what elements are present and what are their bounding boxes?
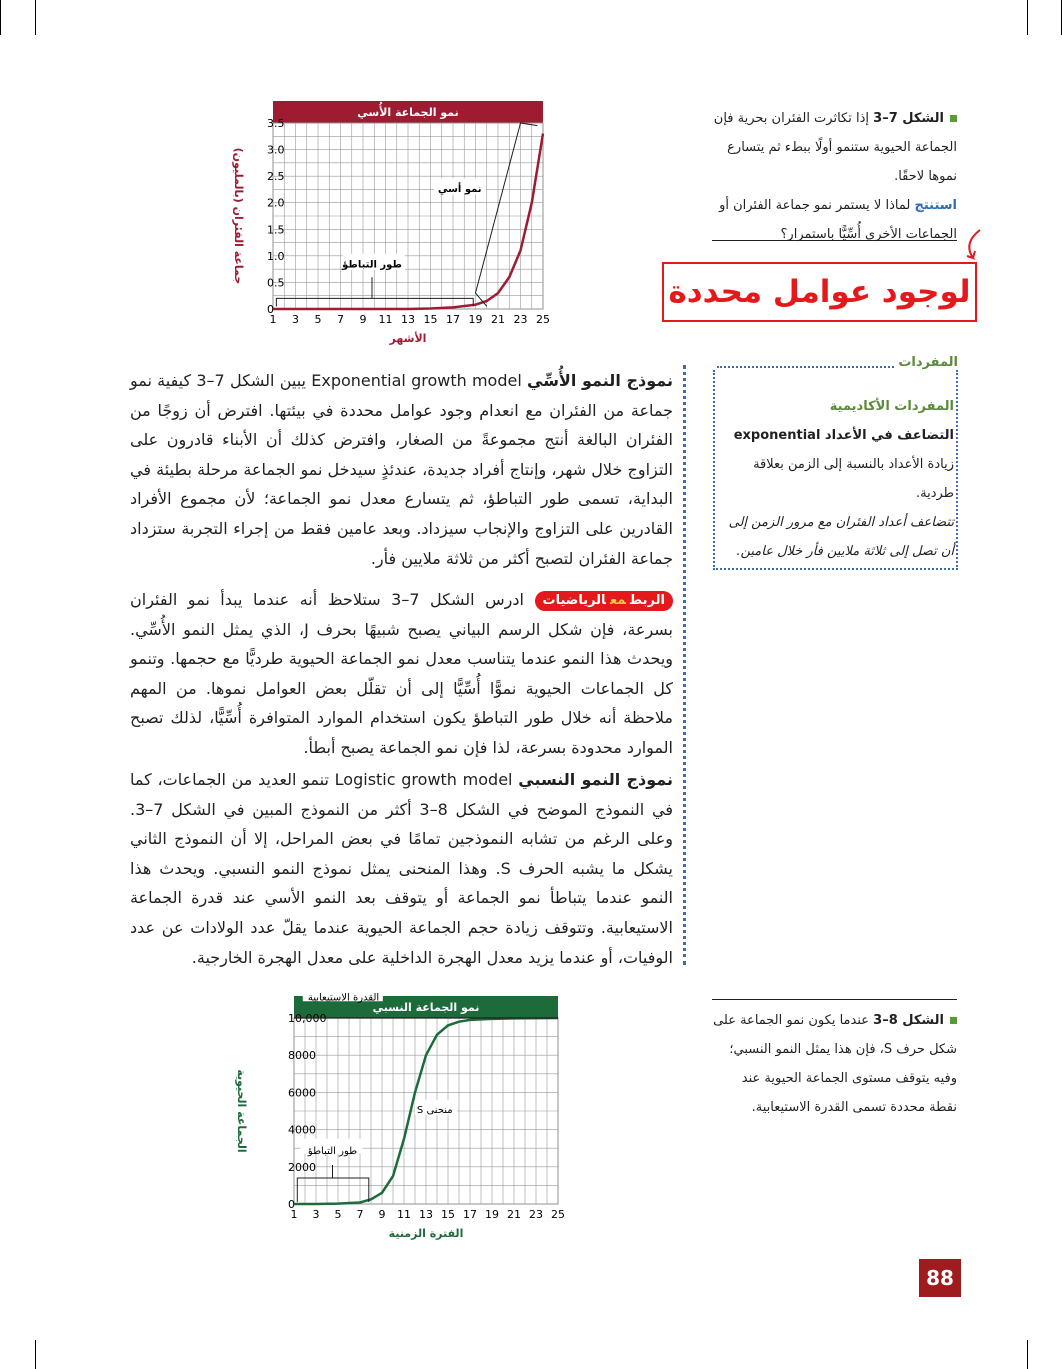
x-tick-label: 5 xyxy=(314,313,322,326)
paragraph-math-connection xyxy=(130,585,673,763)
column-divider xyxy=(683,365,686,965)
x-tick-label: 3 xyxy=(312,1208,320,1221)
y-axis-title: جماعة الفئران (بالمليون) xyxy=(232,147,245,285)
caption-rule xyxy=(712,999,957,1000)
x-axis-title: الأشهر xyxy=(389,332,427,345)
figure7-caption-label: الشكل 7–3 xyxy=(873,111,944,126)
x-tick-label: 3 xyxy=(292,313,299,326)
y-tick-label: 10,000 xyxy=(288,1012,327,1025)
x-tick-label: 17 xyxy=(463,1208,477,1221)
exp-label: نمو أسي xyxy=(437,184,482,196)
x-tick-label: 7 xyxy=(337,313,344,326)
lag-label: طور التباطؤ xyxy=(342,259,402,271)
x-tick-label: 25 xyxy=(551,1208,565,1221)
x-tick-label: 21 xyxy=(491,313,505,326)
crop-mark xyxy=(1027,0,1028,35)
connect-subject: الرياضيات xyxy=(542,592,606,608)
y-tick-label: 3.0 xyxy=(267,143,285,157)
x-tick-label: 23 xyxy=(513,313,528,326)
x-tick-label: 19 xyxy=(468,313,483,326)
answer-box xyxy=(662,262,977,322)
x-tick-label: 7 xyxy=(356,1208,364,1221)
vocab-term: التضاعف في الأعداد exponential xyxy=(733,428,954,443)
vocab-header xyxy=(713,355,958,370)
x-tick-label: 1 xyxy=(290,1208,298,1221)
x-tick-label: 11 xyxy=(397,1208,411,1221)
x-tick-label: 17 xyxy=(446,313,460,326)
y-tick-label: 2.0 xyxy=(267,196,285,210)
figure8-caption-text: عندما يكون نمو الجماعة على شكل حرف S، فإن هذا يمثل النمو النسبي؛ وفيه يتوقف مستوى الجماعة الحيوية عند نقطة محددة تسمى القدرة الاستيعابية. xyxy=(713,1013,957,1115)
y-tick-label: 3.5 xyxy=(267,117,285,130)
x-tick-label: 21 xyxy=(507,1208,521,1221)
vocab-box xyxy=(713,370,958,570)
p1-text: Exponential growth model يبين الشكل 7–3 كيفية نمو جماعة من الفئران مع انعدام وجود عوامل محددة في بيئتها. افترض أن زوجًا من الفئران البالغة أنتج مجموعةً من الصغار، وافترض كذلك أن الأبناء قادرون على التزاوج خلال شهر، وإنتاج أفراد جديدة، عندئذٍ سيدخل نمو الجماعة مرحلة بطيئة في البداية، تسمى طور التباطؤ، ثم يتسارع معدل نمو الجماعة؛ لأن مجموع الأفراد القادرين على التزاوج والإنجاب سيزداد. وبعد عامين فقط من إجراء التجربة ستزداد جماعة الفئران لتصبح أكثر من ثلاثة ملايين فأر. xyxy=(130,371,673,568)
p1-term: نموذج النمو الأُسِّي xyxy=(527,371,674,390)
x-tick-label: 15 xyxy=(441,1208,455,1221)
crop-mark xyxy=(35,0,36,35)
x-tick-label: 23 xyxy=(529,1208,543,1221)
figure8-caption xyxy=(712,1006,957,1122)
x-tick-label: 9 xyxy=(378,1208,386,1221)
y-tick-label: 0 xyxy=(267,303,274,316)
p3-term: نموذج النمو النسبي xyxy=(518,770,673,789)
x-tick-label: 15 xyxy=(423,313,438,326)
exponential-growth-chart xyxy=(225,95,565,360)
vocab-definition: زيادة الأعداد بالنسبة إلى الزمن بعلاقة طردية. xyxy=(753,457,954,501)
x-axis-title: الفترة الزمنية xyxy=(388,1227,464,1240)
p3-text: Logistic growth model تنمو العديد من الجماعات، كما في النموذج الموضح في الشكل 8–3 أكثر من النموذج المبين في الشكل 7–3. وعلى الرغم من تشابه النموذجين تمامًا في بعض المراحل، إلا أن النموذج الثاني يشكل ما يشبه الحرف S. وهذا المنحنى يمثل نموذج النمو النسبي. ويحدث هذا النمو عندما يتباطأ نمو الجماعة أو يتوقف بعد النمو الأسي عند قدرة الجماعة الاستيعابية. وتتوقف زيادة حجم الجماعة الحيوية عندما يقلّ عدد الولادات عن عدد الوفيات، أو عندما يزيد معدل الهجرة الداخلية على معدل الهجرة الخارجية. xyxy=(130,770,674,967)
crop-mark xyxy=(35,1340,36,1369)
chart-title: نمو الجماعة الأُسي xyxy=(357,106,459,119)
caption-rule xyxy=(712,240,957,241)
crop-mark xyxy=(0,0,1,35)
vocab-subheading: المفردات الأكاديمية xyxy=(829,399,954,414)
y-tick-label: 4000 xyxy=(288,1123,316,1137)
vocab-heading: المفردات xyxy=(898,355,958,370)
figure7-caption xyxy=(712,104,957,249)
lag-label: طور التباطؤ xyxy=(307,1145,358,1157)
vocab-example: تتضاعف أعداد الفئران مع مرور الزمن إلى أن تصل إلى ثلاثة ملايين فأر خلال عامين. xyxy=(728,515,954,559)
p2-text: ادرس الشكل 7–3 ستلاحظ أنه عندما يبدأ نمو الفئران بسرعة، فإن شكل الرسم البياني يصبح شبيهًا بحرف J، الذي يمثل النمو الأُسِّي. ويحدث هذا النمو عندما يتناسب معدل نمو الجماعة الحيوية طرديًّا مع حجمها. وتنمو كل الجماعات الحيوية نموًّا أُسِّيًّا إلى أن تقلّل بعض العوامل نموها. من المهم ملاحظة أنه خلال طور التباطؤ يكون استخدام الموارد المتوافرة أُسِّيًّا، لذلك تصبح الموارد محدودة بسرعة، لذا فإن نمو الجماعة يصبح أبطأ. xyxy=(130,590,674,757)
y-tick-label: 1.0 xyxy=(267,249,285,263)
answer-text: لوجود عوامل محددة xyxy=(668,274,971,310)
y-tick-label: 2.5 xyxy=(267,170,285,184)
connect-with: مع xyxy=(609,592,627,608)
chart-title: نمو الجماعة النسبي xyxy=(372,1001,480,1014)
x-tick-label: 19 xyxy=(485,1208,499,1221)
crop-mark xyxy=(1027,1340,1028,1369)
math-connection-badge xyxy=(535,591,673,611)
y-tick-label: 2000 xyxy=(288,1160,316,1174)
x-tick-label: 5 xyxy=(334,1208,342,1221)
logistic-growth-chart xyxy=(228,990,568,1252)
connect-label: الربط xyxy=(630,592,665,608)
figure7-caption-text: إذا تكاثرت الفئران بحرية فإن الجماعة الحيوية ستنمو أولًا ببطء ثم يتسارع نموها لاحقًا. xyxy=(713,111,957,184)
x-tick-label: 11 xyxy=(378,313,393,326)
x-tick-label: 1 xyxy=(269,313,277,326)
y-tick-label: 0 xyxy=(288,1198,295,1211)
y-axis-title: الجماعة الحيوية xyxy=(235,1069,248,1153)
figure8-caption-label: الشكل 8–3 xyxy=(873,1013,944,1028)
x-tick-label: 13 xyxy=(419,1208,433,1221)
x-tick-label: 25 xyxy=(536,313,550,326)
infer-question: لماذا لا يستمر نمو جماعة الفئران أو الجماعات الأخرى أُسِّيًّا باستمرار؟ xyxy=(719,198,957,242)
s-curve-label: منحنى S xyxy=(416,1104,453,1116)
page-number: 88 xyxy=(919,1259,961,1297)
y-tick-label: 8000 xyxy=(288,1049,316,1063)
x-tick-label: 9 xyxy=(359,313,367,326)
capacity-label: القدرة الاستيعابية xyxy=(307,992,380,1004)
y-tick-label: 1.5 xyxy=(267,223,285,237)
paragraph-exponential xyxy=(130,366,673,573)
paragraph-logistic xyxy=(130,765,673,972)
y-tick-label: 0.5 xyxy=(267,276,285,290)
y-tick-label: 6000 xyxy=(288,1086,316,1100)
infer-label: استنتج xyxy=(914,198,957,213)
x-tick-label: 13 xyxy=(401,313,415,326)
